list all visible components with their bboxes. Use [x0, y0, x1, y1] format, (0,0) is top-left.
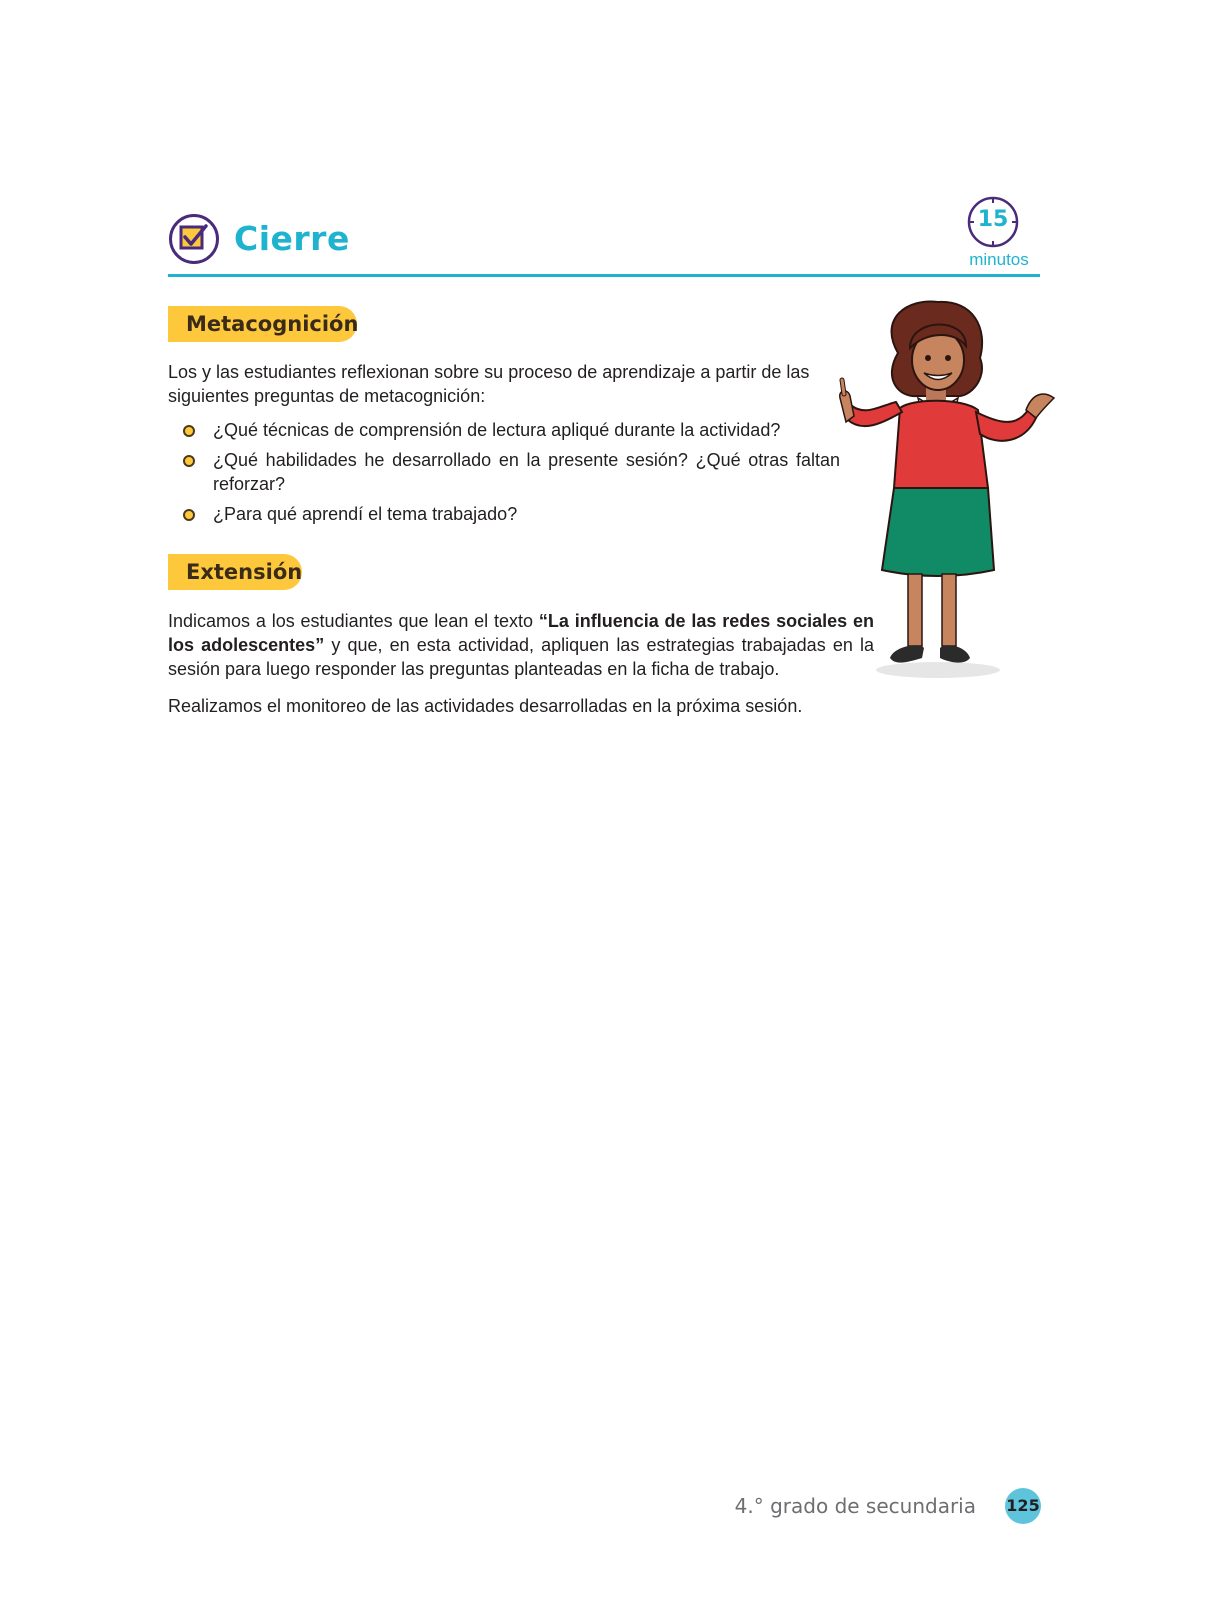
page-number: 125 — [1005, 1488, 1041, 1524]
timer-unit: minutos — [969, 250, 1029, 269]
extension-text-title: “La influencia de las redes sociales en los adolescentes” — [168, 611, 874, 655]
question-text: ¿Qué técnicas de comprensión de lectura apliqué durante la actividad? — [213, 420, 781, 440]
checkbox-icon — [168, 213, 220, 265]
question-text: ¿Para qué aprendí el tema trabajado? — [213, 504, 518, 524]
list-item — [183, 502, 840, 526]
timer-value: 15 — [977, 207, 1009, 232]
extension-text-after: y que, en esta actividad, apliquen las estrategias trabajadas en la sesión para luego responder las preguntas planteadas en la ficha de trabajo. — [168, 635, 874, 679]
header-divider — [168, 274, 1040, 277]
bullet-icon — [183, 455, 195, 467]
extension-text-before: Indicamos a los estudiantes que lean el texto — [168, 611, 539, 631]
bullet-icon — [183, 425, 195, 437]
extension-closing: Realizamos el monitoreo de las actividades desarrolladas en la próxima sesión. — [168, 696, 803, 716]
extension-paragraph — [168, 609, 874, 681]
metacognicion-intro: Los y las estudiantes reflexionan sobre su proceso de aprendizaje a partir de las siguientes preguntas de metacognición: — [168, 362, 810, 406]
timer — [956, 195, 1029, 269]
question-text: ¿Qué habilidades he desarrollado en la presente sesión? ¿Qué otras faltan reforzar? — [213, 450, 840, 494]
extension-label: Extensión — [168, 554, 302, 590]
bullet-icon — [183, 509, 195, 521]
section-title: Cierre — [234, 219, 350, 258]
footer-grade: 4.° grado de secundaria — [734, 1494, 976, 1518]
metacognicion-questions — [183, 418, 840, 532]
list-item — [183, 418, 840, 442]
teacher-illustration — [838, 298, 1058, 690]
list-item — [183, 448, 840, 496]
metacognicion-label: Metacognición — [168, 306, 357, 342]
section-header — [168, 195, 1040, 277]
